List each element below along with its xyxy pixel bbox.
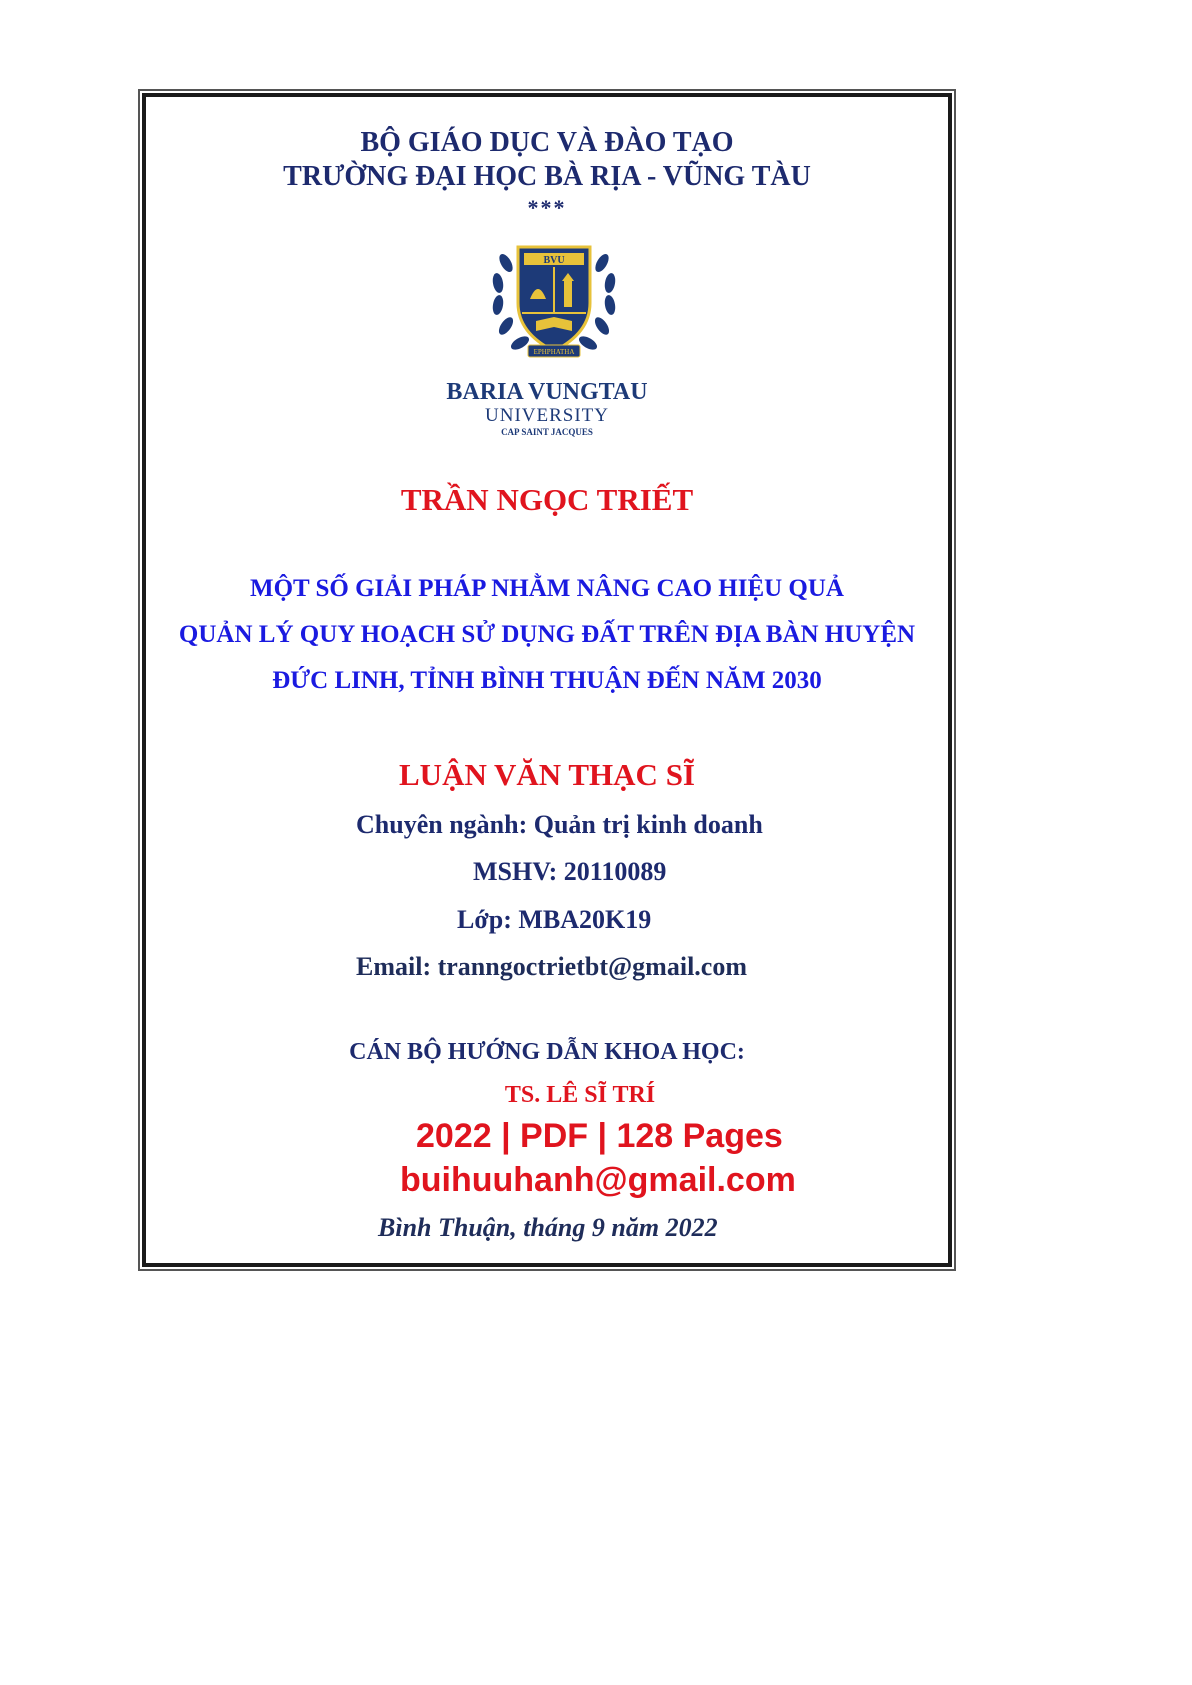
- university-heading: TRƯỜNG ĐẠI HỌC BÀ RỊA - VŨNG TÀU: [283, 161, 811, 192]
- cover-page-frame: [142, 93, 952, 1267]
- degree-title: LUẬN VĂN THẠC SĨ: [399, 757, 695, 792]
- university-crest-icon: [484, 233, 624, 363]
- student-id-field: MSHV: 20110089: [473, 857, 667, 886]
- thesis-title-line: MỘT SỐ GIẢI PHÁP NHẰM NÂNG CAO HIỆU QUẢ: [249, 575, 844, 602]
- email-field: Email: tranngoctrietbt@gmail.com: [356, 952, 747, 981]
- class-field: Lớp: MBA20K19: [457, 905, 652, 934]
- crest-banner-text: EPHPHATHA: [533, 348, 575, 356]
- heading-separator: ***: [527, 195, 567, 220]
- crest-shield-text: BVU: [543, 255, 565, 266]
- author-name: TRẦN NGỌC TRIẾT: [400, 482, 694, 517]
- thesis-title-line: ĐỨC LINH, TỈNH BÌNH THUẬN ĐẾN NĂM 2030: [272, 667, 822, 694]
- advisor-name: TS. LÊ SĨ TRÍ: [504, 1082, 656, 1108]
- place-date: Bình Thuận, tháng 9 năm 2022: [378, 1213, 718, 1242]
- logo-name: BARIA VUNGTAU: [446, 379, 648, 405]
- ministry-heading: BỘ GIÁO DỤC VÀ ĐÀO TẠO: [360, 127, 734, 158]
- promo-banner-line: 2022 | PDF | 128 Pages: [416, 1117, 783, 1155]
- major-field: Chuyên ngành: Quản trị kinh doanh: [356, 810, 763, 839]
- logo-subname: UNIVERSITY: [485, 405, 609, 426]
- thesis-title-line: QUẢN LÝ QUY HOẠCH SỬ DỤNG ĐẤT TRÊN ĐỊA BÀN HUYỆN: [178, 621, 916, 648]
- promo-email-line: buihuuhanh@gmail.com: [400, 1161, 796, 1199]
- logo-motto: CAP SAINT JACQUES: [501, 427, 593, 437]
- advisor-label: CÁN BỘ HƯỚNG DẪN KHOA HỌC:: [349, 1039, 745, 1065]
